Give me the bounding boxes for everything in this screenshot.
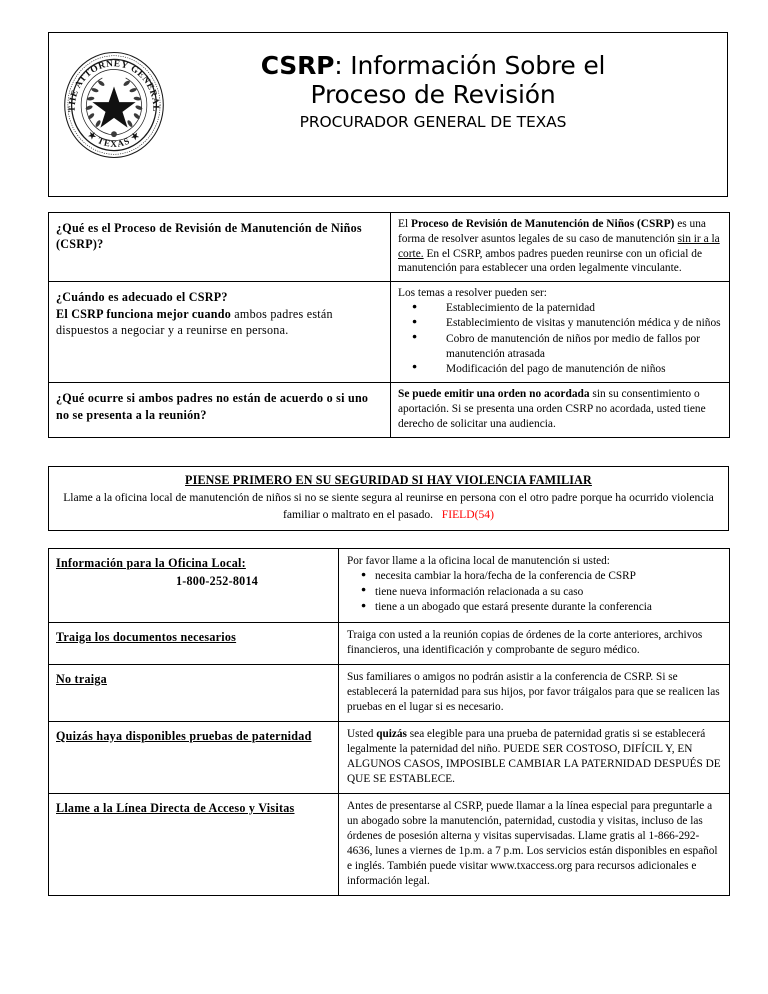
answer-cell-bring-documents: Traiga con usted a la reunión copias de órdenes de la corte anteriores, archivos financieros, una identificación y comprobante de seguro médico. [339, 622, 730, 664]
answer-part: El [398, 218, 411, 230]
document-header [48, 32, 728, 197]
list-item: ● Modificación del pago de manutención de niños [412, 362, 722, 377]
warning-title: PIENSE PRIMERO EN SU SEGURIDAD SI HAY VIOLENCIA FAMILIAR [185, 473, 592, 487]
answer-part: sea elegible para una prueba de paternidad gratis si se establecerá legalmente la paternidad del niño. PUEDE SER COSTOSO, DIFÍCIL Y, EN ALGUNOS CASOS, IMPOSIBLE CAMBIAR LA PATERNIDAD DESPUÉS DE QUE SE ESTABLECE. [347, 727, 721, 785]
svg-text:★ TEXAS ★: ★ TEXAS ★ [85, 128, 143, 149]
list-item: ● necesita cambiar la hora/fecha de la conferencia de CSRP [361, 569, 722, 584]
warning-body [59, 490, 718, 523]
answer-part-underline: sin ir a la corte. [398, 232, 720, 260]
answer-part: es una forma de resolver asuntos legales de su caso de manutención [398, 218, 706, 245]
table-row [49, 383, 730, 437]
heading-text: Llame a la Línea Directa de Acceso y Visitas [56, 800, 295, 815]
answer-cell-topics [391, 282, 730, 383]
answer-cell-do-not-bring: Sus familiares o amigos no podrán asistir a la conferencia de CSRP. Si se establecerá la paternidad para sus hijos, por favor tráigalos para que se realicen las pruebas en el lugar si es necesario. [339, 664, 730, 721]
family-violence-warning-box [48, 466, 729, 531]
list-item: ● tiene a un abogado que estará presente durante la conferencia [361, 600, 722, 615]
answer-intro: Los temas a resolver pueden ser: [398, 287, 547, 300]
heading-text: Quizás haya disponibles pruebas de paternidad [56, 728, 312, 743]
question-line-1: ¿Cuándo es adecuado el CSRP? [56, 290, 228, 305]
question-cell-when-appropriate [49, 282, 391, 383]
question-bold-fragment: El CSRP funciona mejor cuando [56, 306, 232, 321]
heading-cell-paternity-tests [49, 721, 339, 793]
answer-cell-local-office [339, 549, 730, 623]
page-title [179, 51, 687, 80]
answer-part: Usted [347, 727, 377, 740]
answer-part: sin su consentimiento o aportación. Si se presenta una orden CSRP no acordada, usted tiene derecho de solicitar una audiencia. [398, 388, 706, 430]
field-tag: FIELD(54) [441, 507, 494, 521]
page-title-line-2: Proceso de Revisión [310, 80, 556, 109]
heading-cell-do-not-bring [49, 664, 339, 721]
question-cell-what-is-csrp: ¿Qué es el Proceso de Revisión de Manutención de Niños (CSRP)? [49, 213, 391, 282]
question-line-2 [56, 306, 384, 339]
title-separator: : [334, 51, 351, 80]
table-row [49, 721, 730, 793]
answer-part-bold: quizás [376, 727, 407, 740]
answer-intro: Por favor llame a la oficina local de manutención si usted: [347, 555, 610, 567]
answer-cell-disagreement [391, 383, 730, 437]
table-row [49, 549, 730, 623]
local-office-phone[interactable]: 1-800-252-8014 [175, 573, 259, 588]
heading-text: Información para la Oficina Local: [56, 556, 246, 570]
csrp-overview-table [48, 212, 730, 438]
answer-cell-access-visitation-hotline: Antes de presentarse al CSRP, puede llamar a la línea especial para preguntarle a un abogado sobre la manutención, paternidad, custodia y visitas, incluso de las órdenes de posesión alterna y visitas supervisadas. Llame gratis al 1-866-292-4636, lunes a viernes de 1p.m. a 7 p.m. Los servicios están disponibles en español e inglés. También puede visitar www.txaccess.org para recursos adicionales e información legal. [339, 793, 730, 895]
heading-cell-access-visitation-hotline [49, 793, 339, 895]
title-csrp: CSRP [260, 51, 335, 80]
title-rest: Información Sobre el [350, 51, 606, 80]
answer-cell-what-is-csrp [391, 213, 730, 282]
heading-cell-local-office [49, 549, 339, 623]
table-row [49, 793, 730, 895]
topics-bullet-list [398, 301, 722, 377]
heading-text: No traiga [56, 671, 107, 686]
warning-body-text: Llame a la oficina local de manutención de niños si no se siente segura al reunirse en persona con el otro padre porque ha ocurrido violencia familiar o maltrato en el pasado. [63, 491, 714, 521]
list-item: ● Cobro de manutención de niños por medio de fallos por manutención atrasada [412, 332, 722, 362]
answer-cell-paternity-tests [339, 721, 730, 793]
table-row [49, 622, 730, 664]
question-cell-disagreement: ¿Qué ocurre si ambos padres no están de acuerdo o si uno no se presenta a la reunión? [49, 383, 391, 437]
answer-part-bold: Se puede emitir una orden no acordada [398, 388, 590, 401]
texas-attorney-general-seal-icon [61, 49, 167, 161]
answer-part-bold: Proceso de Revisión de Manutención de Niños (CSRP) [410, 218, 675, 230]
svg-text:THE ATTORNEY GENERAL: THE ATTORNEY GENERAL [67, 59, 161, 113]
call-reasons-bullet-list [347, 569, 722, 615]
table-row [49, 664, 730, 721]
list-item: ● Establecimiento de la paternidad [412, 301, 722, 316]
question-normal-fragment: ambos padres están dispuestos a negociar y a reunirse en persona. [56, 306, 333, 337]
list-item: ● tiene nueva información relacionada a su caso [361, 585, 722, 600]
answer-part: En el CSRP, ambos padres pueden reunirse con un oficial de manutención para establecer una orden legalmente vinculante. [398, 247, 702, 275]
preparation-instructions-table [48, 548, 730, 896]
page-subtitle: PROCURADOR GENERAL DE TEXAS [299, 113, 567, 131]
table-row [49, 282, 730, 383]
table-row [49, 213, 730, 282]
header-title-block [179, 33, 727, 134]
heading-text: Traiga los documentos necesarios [56, 629, 237, 644]
list-item: ● Establecimiento de visitas y manutención médica y de niños [412, 316, 722, 331]
heading-cell-bring-documents [49, 622, 339, 664]
seal-container [49, 33, 179, 161]
